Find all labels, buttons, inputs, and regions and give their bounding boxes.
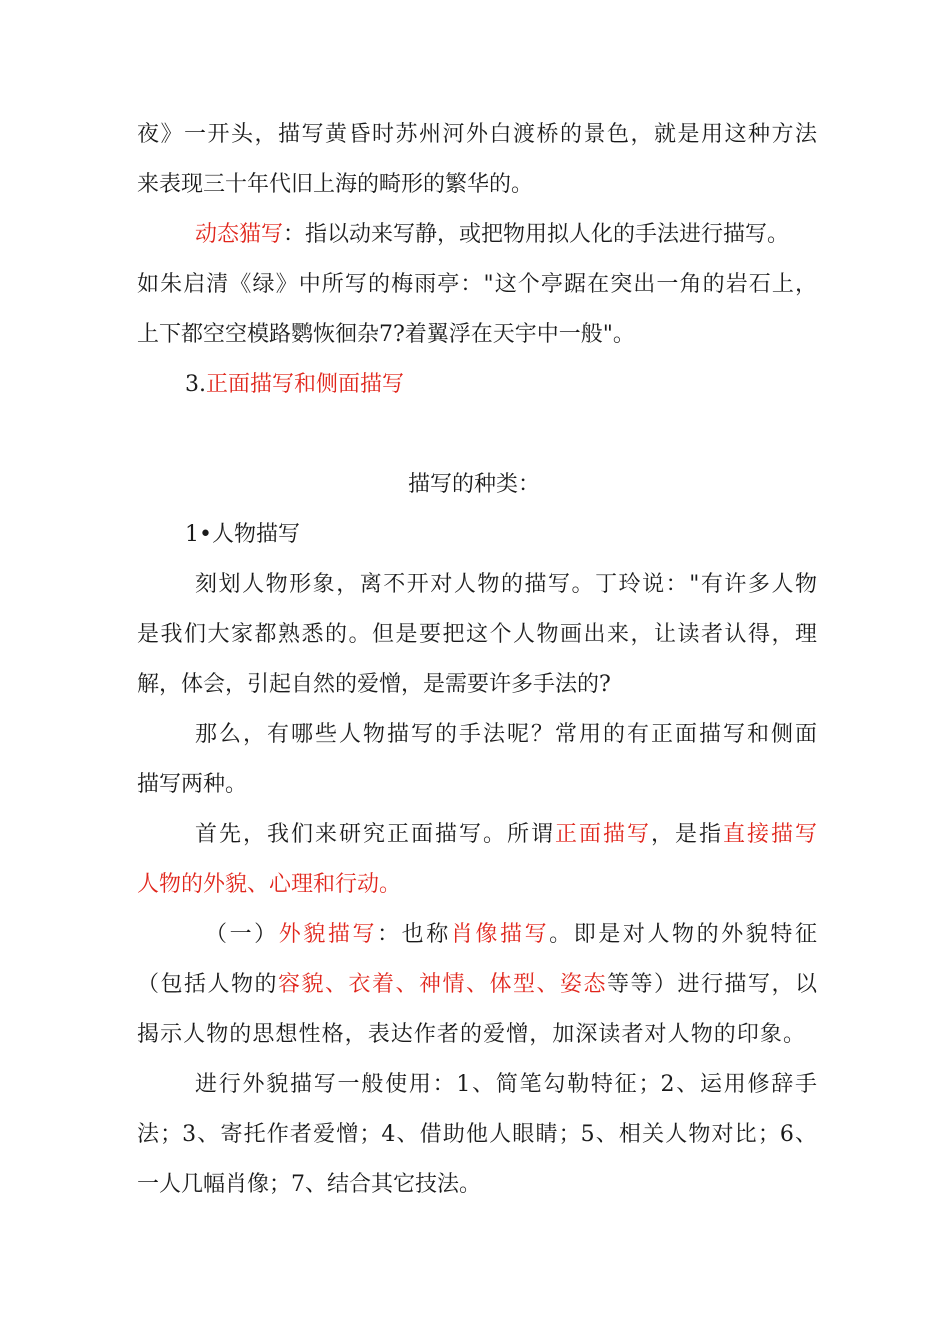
highlighted-term: 外貌描写: [278, 922, 378, 947]
section-heading: [185, 370, 404, 400]
text-segment: 那么，有哪些人物描写的手法呢？常用的有正面描写和侧面: [195, 722, 817, 747]
text-line: [137, 770, 247, 800]
section-title: [408, 470, 540, 500]
text-segment: （包括人物的: [137, 972, 278, 997]
text-segment: 是我们大家都熟悉的。但是要把这个人物画出来，让读者认得，理: [137, 622, 817, 647]
text-line: [137, 1170, 481, 1200]
text-segment: 等等）进行描写，以: [606, 972, 817, 997]
text-segment: ：指以动来写静，或把物用拟人化的手法进行描写。: [283, 222, 790, 247]
highlighted-term: 容貌、衣着、神情、体型、姿态: [278, 972, 607, 997]
highlighted-term: 动态猫写: [195, 222, 284, 247]
text-segment: 揭示人物的思想性格，表达作者的爱憎，加深读者对人物的印象。: [137, 1022, 805, 1047]
highlighted-term: 肖像描写: [450, 922, 550, 947]
text-line: [137, 120, 817, 150]
text-segment: 进行外貌描写一般使用：1、简笔勾勒特征；2、运用修辞手: [195, 1072, 817, 1097]
text-segment: 刻划人物形象，离不开对人物的描写。丁玲说："有许多人物: [195, 572, 817, 597]
text-line: [137, 1020, 805, 1050]
text-segment: 夜》一开头，描写黄昏时苏州河外白渡桥的景色，就是用这种方法: [137, 122, 817, 147]
text-line: [205, 920, 817, 950]
text-segment: 描写两种。: [137, 772, 248, 797]
highlighted-term: 人物的外貌、心理和行动。: [137, 872, 402, 897]
text-line: [137, 970, 817, 1000]
text-line: [137, 670, 611, 700]
text-segment: 上下都空空模路鹦恢徊杂7?着翼浮在天宇中一般"。: [137, 322, 635, 347]
text-line: [195, 720, 817, 750]
text-segment: 法；3、寄托作者爱憎；4、借助他人眼睛；5、相关人物对比；6、: [137, 1122, 817, 1147]
text-line: [195, 570, 817, 600]
text-segment: 解，体会，引起自然的爱憎，是需要许多手法的?: [137, 672, 611, 697]
text-line: [137, 1120, 817, 1150]
text-segment: 1•人物描写: [185, 522, 300, 547]
text-line: [137, 170, 533, 200]
text-segment: 首先，我们来研究正面描写。所谓: [195, 822, 555, 847]
text-segment: ，是指: [650, 822, 723, 847]
text-line: [195, 1070, 817, 1100]
text-line: [137, 270, 817, 300]
text-segment: 一人几幅肖像；7、结合其它技法。: [137, 1172, 481, 1197]
text-line: [137, 620, 817, 650]
text-segment: 如朱启清《绿》中所写的梅雨亭："这个亭踞在突出一角的岩石上，: [137, 272, 817, 297]
text-segment: 描写的种类：: [408, 472, 541, 497]
text-line: [195, 220, 789, 250]
text-segment: 。即是对人物的外貌特征: [549, 922, 817, 947]
highlighted-term: 直接描写: [722, 822, 817, 847]
text-line: [137, 320, 635, 350]
highlighted-term: 正面描写和侧面描写: [206, 372, 405, 397]
text-line: [137, 870, 401, 900]
highlighted-term: 正面描写: [554, 822, 651, 847]
text-segment: 来表现三十年代旧上海的畸形的繁华的。: [137, 172, 534, 197]
text-segment: ：也称: [377, 922, 451, 947]
text-segment: （一）: [205, 922, 279, 947]
text-line: [195, 820, 817, 850]
subsection-heading: [185, 520, 300, 550]
section-number: 3.: [185, 372, 206, 397]
